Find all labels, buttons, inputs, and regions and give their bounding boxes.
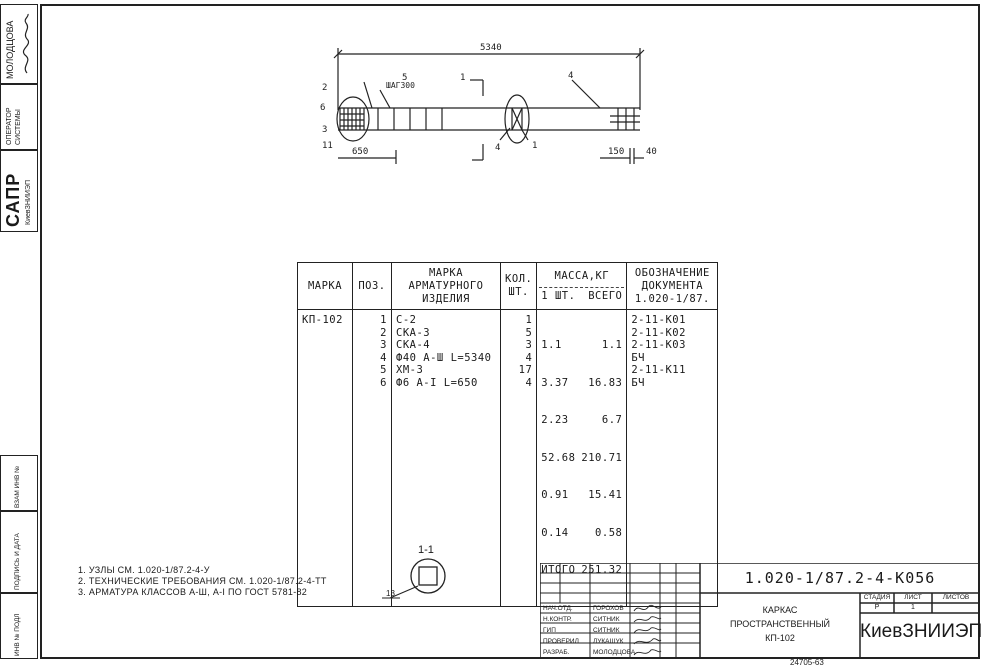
step-label: ШАГ300 [386,81,415,90]
signature-names [593,603,635,658]
cell-marka: КП-102 [298,310,353,607]
qty-2: 5 [525,326,533,339]
table-header-row [298,263,718,310]
handwritten-signature [19,11,35,77]
qty-4: 4 [525,351,533,364]
item-4: Ф40 А-Ш L=5340 [396,351,492,364]
cell-qty-column [501,310,537,607]
strip-label-podpis: ПОДПИСЬ И ДАТА [14,533,21,590]
sig-role-4: ПРОВЕРИЛ [543,638,579,645]
strip-person-name: МОЛОДЦОВА [5,20,15,79]
strip-role: ОПЕРАТОР СИСТЕМЫ [6,107,22,145]
strip-cell-name [0,4,38,84]
sig-name-3: СИТНИК [593,627,620,634]
header-poz: ПОЗ. [353,263,392,310]
sig-role-3: ГИП [543,627,556,634]
mass-row-4: 52.68 210.71 [541,451,623,464]
poz-6: 6 [380,376,387,389]
mass-row-1: 1.1 1.1 [541,339,623,351]
sig-name-1: ГОРОХОВ [593,605,624,612]
strip-cell-system [0,150,38,232]
dim-right-2: 40 [646,147,657,157]
dim-left: 650 [352,147,369,157]
callout-5: 5 [402,73,408,83]
total-label: ИТОГО [541,564,576,576]
doc-4: БЧ [631,351,645,364]
qty-3: 3 [525,339,533,351]
strip-label-vzam: ВЗАМ ИНВ № [14,465,21,508]
strip-label-inv: ИНВ № ПОДЛ [14,613,21,656]
callout-1: 1 [532,141,538,151]
dim-total: 5340 [480,43,502,53]
header-marka: МАРКА [298,263,353,310]
sheets-label: ЛИСТОВ [942,594,970,601]
title-line-1: КАРКАС [762,605,798,615]
section-callout: 13 [386,589,395,598]
stage-label: СТАДИЯ [863,594,891,601]
header-doc: ОБОЗНАЧЕНИЕ ДОКУМЕНТА 1.020-1/87. [627,263,718,310]
side-strip [0,0,40,667]
callout-2: 2 [322,83,328,93]
sheet-value: 1 [911,604,915,611]
drawing-title [700,603,860,645]
poz-4: 4 [380,351,387,364]
doc-3: 2-11-К03 [631,339,686,351]
poz-1: 1 [380,314,387,326]
sheet-label: ЛИСТ [904,594,922,601]
mass-row-5: 0.91 15.41 [541,489,623,501]
title-line-3: КП-102 [765,633,795,643]
total-value: 251.32 [581,564,623,576]
strip-cell-vzam [0,455,38,511]
section-1-1-drawing [380,556,460,606]
poz-3: 3 [380,339,387,351]
header-mass [537,263,627,310]
callout-3: 3 [322,125,328,135]
stage-value: Р [874,604,880,611]
callout-4-bottom: 4 [495,143,501,153]
qty-6: 4 [525,376,533,389]
title-block [540,563,983,659]
strip-cell-podpis [0,511,38,593]
handwritten-signatures [631,603,663,659]
note-3: 3. АРМАТУРА КЛАССОВ А-Ш, А-I ПО ГОСТ 5781-82 [78,587,308,597]
sig-role-1: НАЧ.ОТД. [543,605,573,612]
notes-block [78,565,327,598]
doc-1: 2-11-К01 [631,314,686,326]
item-3: СКА-4 [396,339,431,351]
cell-doc-column [627,310,718,607]
note-1: 1. УЗЛЫ СМ. 1.020-1/87.2-4-У [78,565,210,575]
item-1: С-2 [396,314,417,326]
archive-number: 24705-63 [790,658,824,667]
callout-6: 6 [320,103,326,113]
callout-11: 11 [322,141,333,151]
doc-2: 2-11-К02 [631,326,686,339]
strip-cell-role [0,84,38,150]
item-6: Ф6 А-I L=650 [396,376,478,389]
section-label: 1-1 [418,544,434,556]
strip-system: САПР [3,172,23,227]
frame-elevation-drawing [300,40,700,180]
title-line-2: ПРОСТРАНСТВЕННЫЙ [729,619,830,629]
dim-right-1: 150 [608,147,625,157]
header-mass-title: МАССА,КГ [554,269,610,282]
strip-cell-inv [0,593,38,659]
qty-5: 17 [518,364,533,376]
sig-role-5: РАЗРАБ. [543,649,570,656]
item-2: СКА-3 [396,326,431,339]
item-5: ХМ-3 [396,364,424,376]
sig-name-2: СИТНИК [593,616,620,623]
sig-name-4: ЛУКАШУК [593,638,624,645]
section-mark-top: 1 [460,73,466,83]
organization: КиевЗНИИЭП [860,621,983,642]
specification-table [297,262,718,607]
note-2: 2. ТЕХНИЧЕСКИЕ ТРЕБОВАНИЯ СМ. 1.020-1/87.2-4-ТТ [78,576,327,586]
header-item: МАРКА АРМАТУРНОГО ИЗДЕЛИЯ [392,263,501,310]
cell-mass-column [537,310,627,607]
header-qty: КОЛ. ШТ. [501,263,537,310]
mass-row-3: 2.23 6.7 [541,414,623,426]
header-mass-total: ВСЕГО [588,289,623,302]
document-number: 1.020-1/87.2-4-К056 [744,569,936,587]
qty-1: 1 [525,314,533,326]
doc-6: БЧ [631,376,645,389]
poz-2: 2 [380,326,387,339]
table-body-row [298,310,718,607]
mass-row-2: 3.37 16.83 [541,376,623,389]
doc-5: 2-11-К11 [631,364,686,376]
signature-roles [543,603,579,658]
poz-5: 5 [380,364,387,376]
callout-4-top: 4 [568,71,574,81]
mass-row-6: 0.14 0.58 [541,526,623,539]
strip-org: КиевЗНИИЭП [25,179,32,225]
sig-role-2: Н.КОНТР. [543,616,572,623]
header-mass-one: 1 ШТ. [541,289,576,302]
sig-name-5: МОЛОДЦОВА [593,649,636,656]
